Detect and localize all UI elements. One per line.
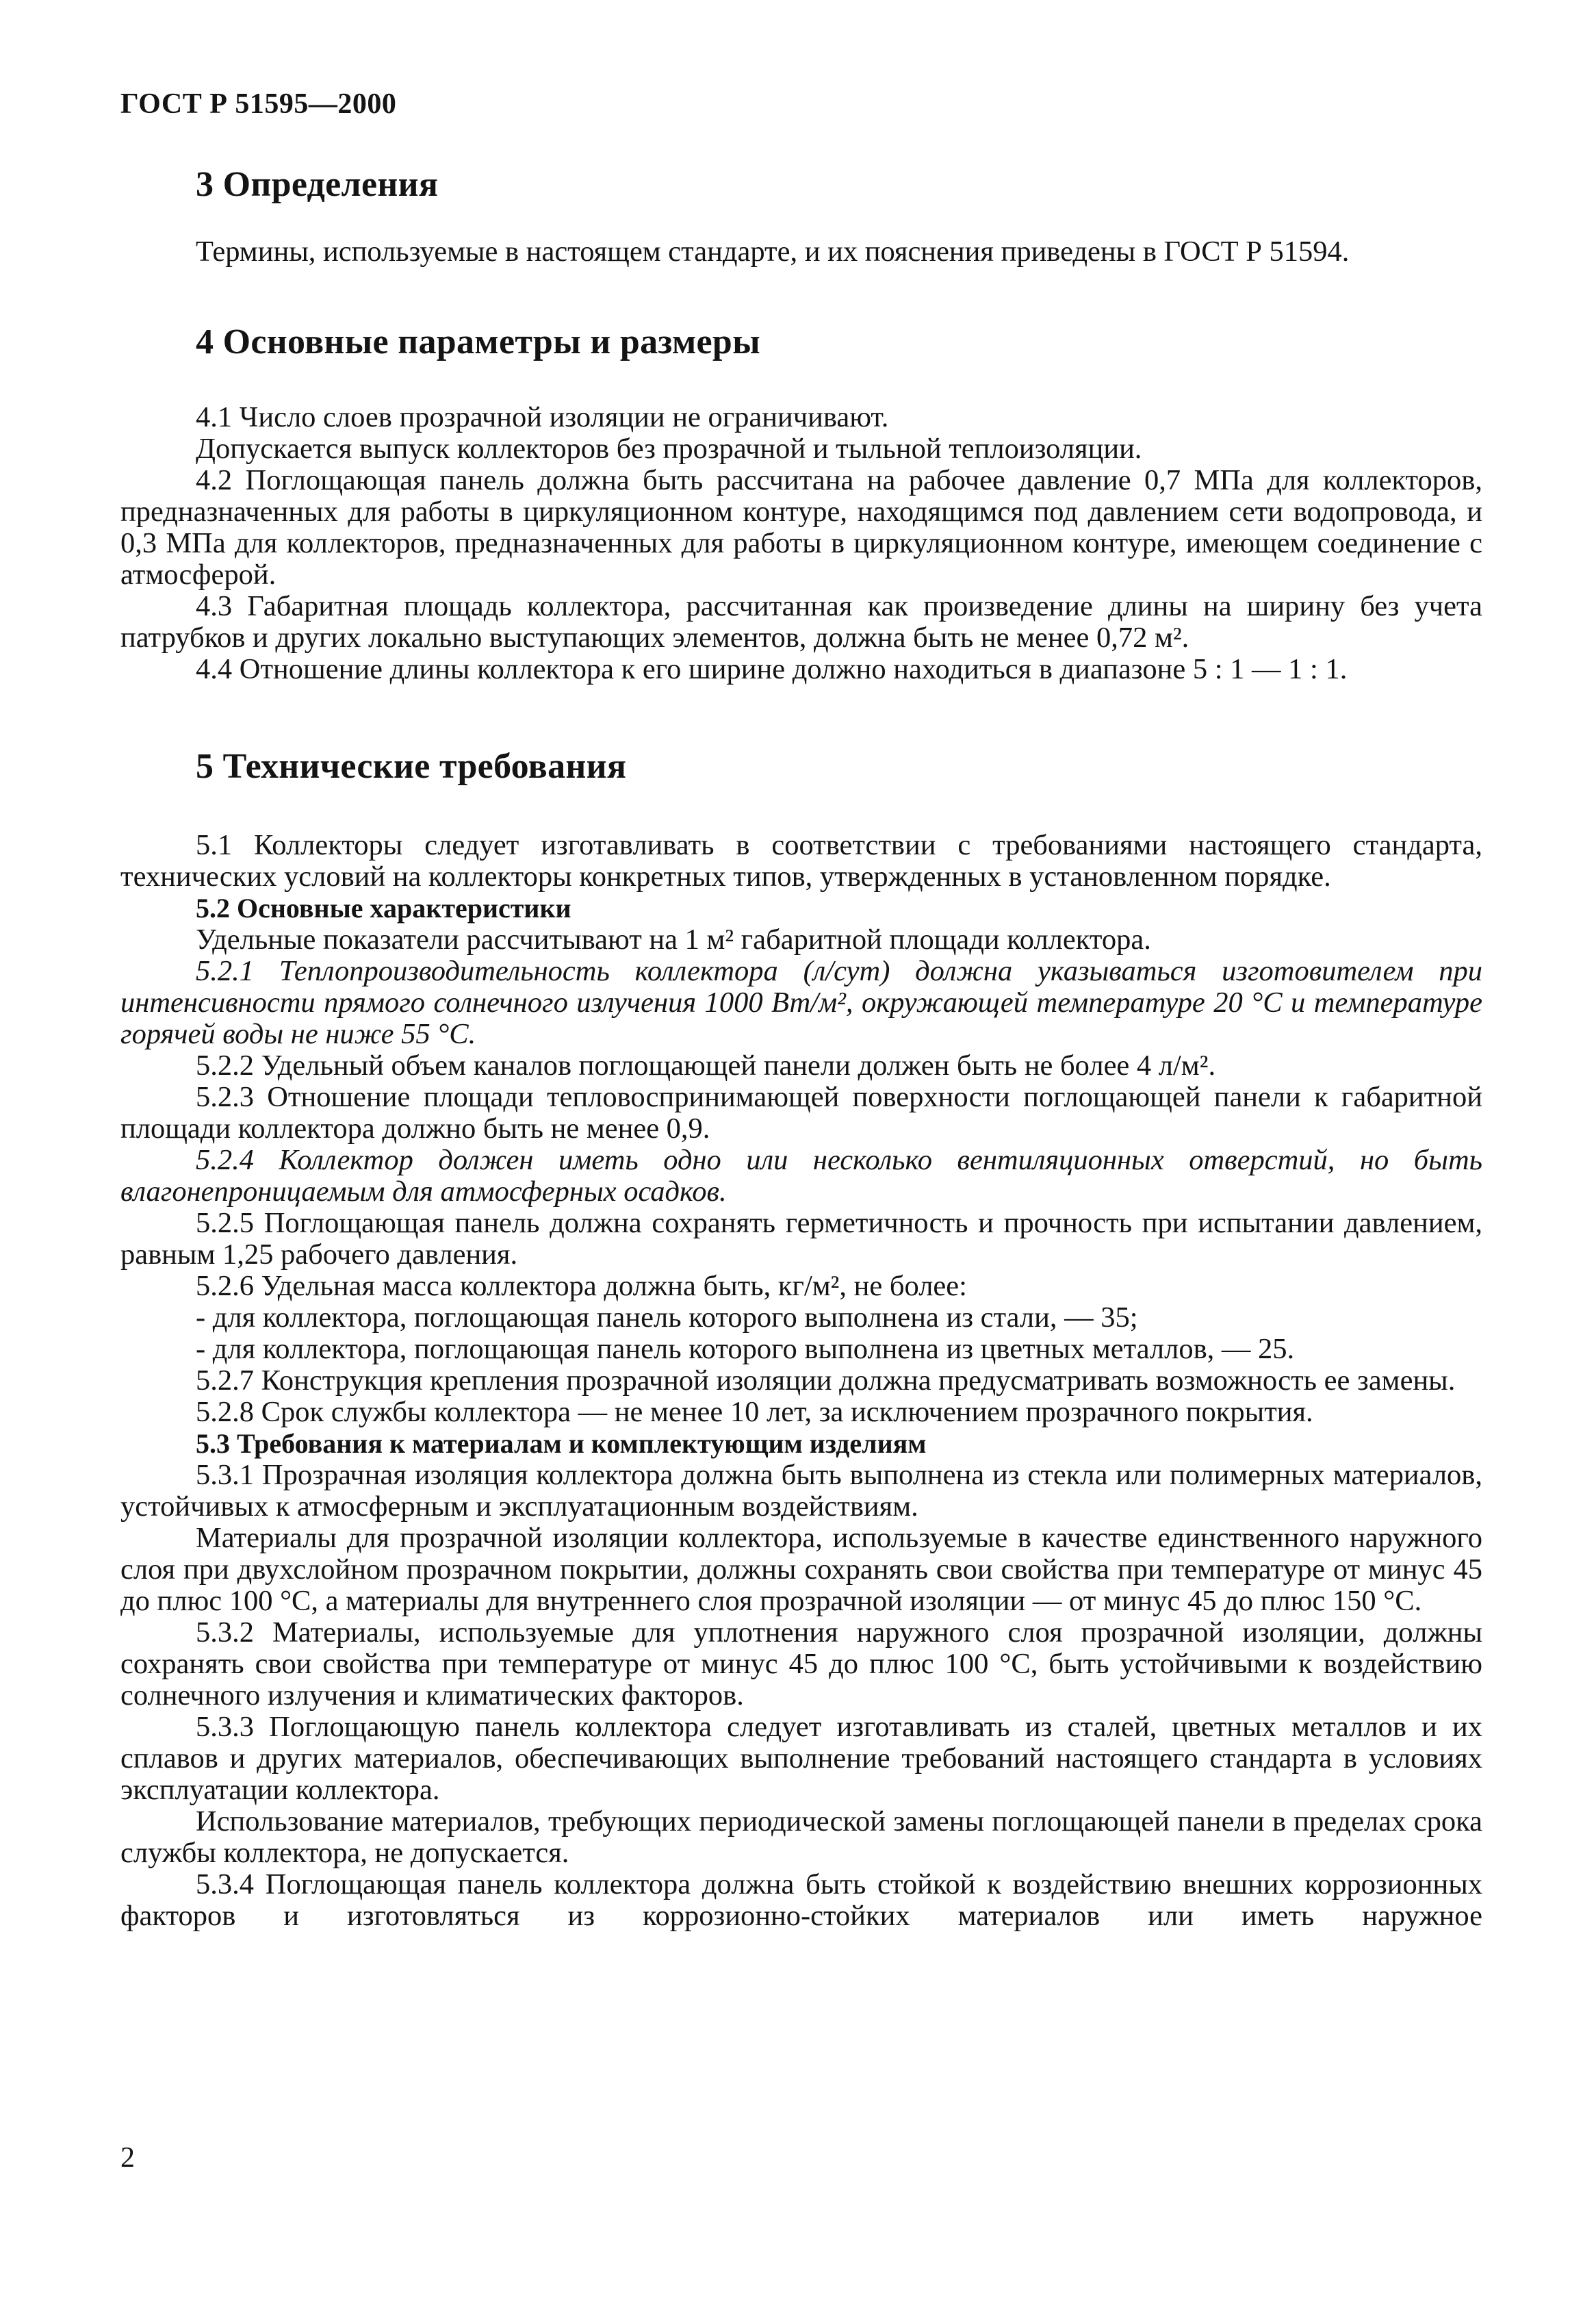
- section-5-title: 5 Технические требования: [196, 747, 627, 786]
- paragraph-5-3-1: 5.3.1 Прозрачная изоляция коллектора должна быть выполнена из стекла или полимерных материалов, устойчивых к атмосферным и эксплуатационным воздействиям.: [120, 1459, 1482, 1523]
- paragraph-5-2-4: 5.2.4 Коллектор должен иметь одно или несколько вентиляционных отверстий, но быть влагонепроницаемым для атмосферных осадков.: [120, 1144, 1482, 1208]
- paragraph-5-2-8: 5.2.8 Срок службы коллектора — не менее 10 лет, за исключением прозрачного покрытия.: [196, 1396, 1313, 1428]
- paragraph-5-2-1: 5.2.1 Теплопроизводительность коллектора (л/сут) должна указываться изготовителем при интенсивности прямого солнечного излучения 1000 Вт/м², окружающей температуре 20 °С и температуре горячей воды не ниже 55 °С.: [120, 955, 1482, 1050]
- paragraph-4-1: 4.1 Число слоев прозрачной изоляции не ограничивают.: [196, 401, 889, 433]
- section-4-title: 4 Основные параметры и размеры: [196, 322, 761, 361]
- paragraph-4-3: 4.3 Габаритная площадь коллектора, рассчитанная как произведение длины на ширину без учета патрубков и других локально выступающих элементов, должна быть не менее 0,72 м².: [120, 590, 1482, 654]
- section-4-body: [120, 402, 1482, 685]
- document-code: ГОСТ Р 51595—2000: [120, 88, 397, 120]
- paragraph-5-3-1b: Материалы для прозрачной изоляции коллектора, используемые в качестве единственного наружного слоя при двухслойном прозрачном покрытии, должны сохранять свои свойства при температуре от минус 45 до плюс 100 °С, а материалы для внутреннего слоя прозрачной изоляции — от минус 45 до плюс 150 °С.: [120, 1522, 1482, 1617]
- paragraph-5-3-3b: Использование материалов, требующих периодической замены поглощающей панели в пределах срока службы коллектора, не допускается.: [120, 1805, 1482, 1869]
- paragraph-5-2-2: 5.2.2 Удельный объем каналов поглощающей панели должен быть не более 4 л/м².: [196, 1049, 1216, 1082]
- heading-5-2: 5.2 Основные характеристики: [196, 893, 571, 924]
- paragraph-4-2: 4.2 Поглощающая панель должна быть рассчитана на рабочее давление 0,7 МПа для коллекторов, предназначенных для работы в циркуляционном контуре, находящимся под давлением сети водопровода, и 0,3 МПа для коллекторов, предназначенных для работы в циркуляционном контуре, имеющем соединение с атмосферой.: [120, 464, 1482, 591]
- paragraph-5-3-2: 5.3.2 Материалы, используемые для уплотнения наружного слоя прозрачной изоляции, должны сохранять свои свойства при температуре от минус 45 до плюс 100 °С, быть устойчивыми к воздействию солнечного излучения и климатических факторов.: [120, 1616, 1482, 1712]
- paragraph-5-2-7: 5.2.7 Конструкция крепления прозрачной изоляции должна предусматривать возможность ее замены.: [196, 1364, 1456, 1397]
- paragraph-5-2-6: 5.2.6 Удельная масса коллектора должна быть, кг/м², не более:: [196, 1270, 967, 1302]
- list-item-steel: - для коллектора, поглощающая панель которого выполнена из стали, — 35;: [196, 1301, 1138, 1334]
- section-3-title: 3 Определения: [196, 165, 439, 204]
- heading-5-3: 5.3 Требования к материалам и комплектующим изделиям: [196, 1428, 927, 1459]
- paragraph-5-3-4: 5.3.4 Поглощающая панель коллектора должна быть стойкой к воздействию внешних коррозионных факторов и изготовляться из коррозионно-стойких материалов или иметь наружное: [120, 1868, 1482, 1932]
- paragraph-5-2-5: 5.2.5 Поглощающая панель должна сохранять герметичность и прочность при испытании давлением, равным 1,25 рабочего давления.: [120, 1207, 1482, 1271]
- page-number: 2: [120, 2142, 135, 2174]
- section-5-body: [120, 830, 1482, 1932]
- paragraph-5-2-intro: Удельные показатели рассчитывают на 1 м² габаритной площади коллектора.: [196, 924, 1151, 956]
- list-item-nonferrous: - для коллектора, поглощающая панель которого выполнена из цветных металлов, — 25.: [196, 1333, 1295, 1365]
- section-3-body: [120, 236, 1482, 268]
- paragraph-4-1b: Допускается выпуск коллекторов без прозрачной и тыльной теплоизоляции.: [196, 433, 1142, 465]
- paragraph-5-2-3: 5.2.3 Отношение площади тепловоспринимающей поверхности поглощающей панели к габаритной площади коллектора должно быть не менее 0,9.: [120, 1081, 1482, 1145]
- paragraph-5-1: 5.1 Коллекторы следует изготавливать в соответствии с требованиями настоящего стандарта, технических условий на коллекторы конкретных типов, утвержденных в установленном порядке.: [120, 829, 1482, 893]
- paragraph-4-4: 4.4 Отношение длины коллектора к его ширине должно находиться в диапазоне 5 : 1 — 1 : 1.: [196, 653, 1348, 685]
- paragraph-5-3-3: 5.3.3 Поглощающую панель коллектора следует изготавливать из сталей, цветных металлов и их сплавов и других материалов, обеспечивающих выполнение требований настоящего стандарта в условиях эксплуатации коллектора.: [120, 1711, 1482, 1806]
- section-3-text: Термины, используемые в настоящем стандарте, и их пояснения приведены в ГОСТ Р 51594.: [196, 236, 1350, 268]
